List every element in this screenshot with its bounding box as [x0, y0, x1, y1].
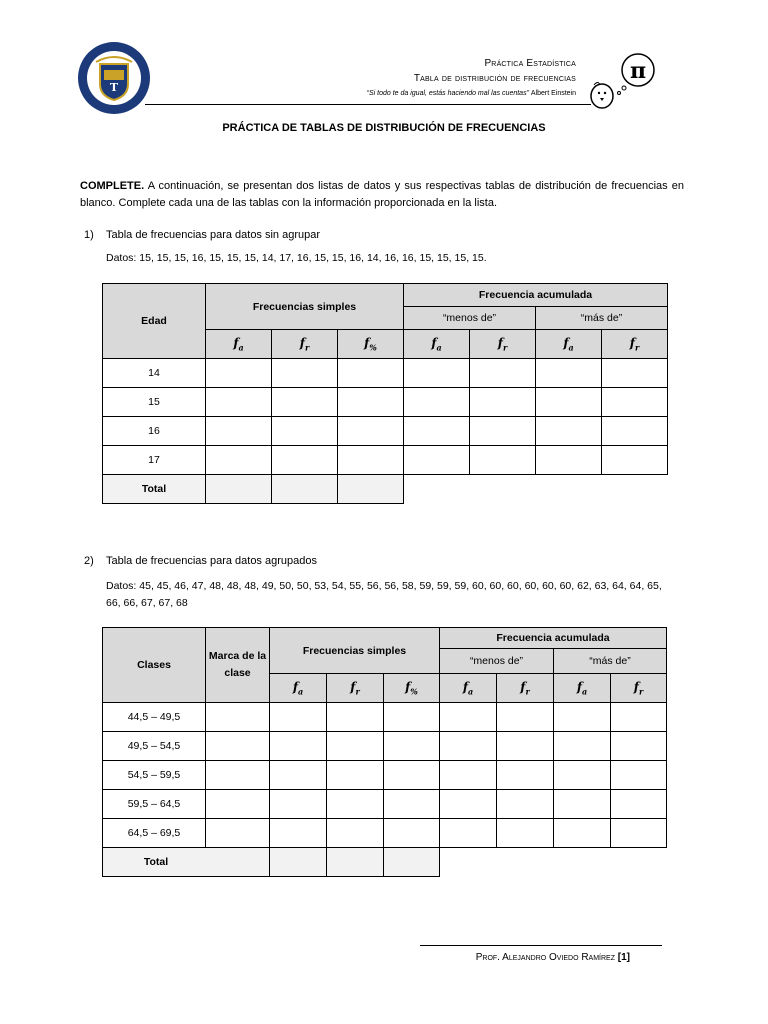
col-edad: Edad: [103, 284, 206, 359]
svg-text:π: π: [629, 58, 647, 84]
cell[interactable]: [611, 790, 667, 819]
table-row: [103, 761, 667, 790]
col-fr-menos: $f_r$: [497, 674, 554, 703]
cell[interactable]: [470, 388, 536, 417]
cell[interactable]: [384, 732, 440, 761]
col-menos-de: “menos de”: [440, 649, 554, 674]
cell[interactable]: [206, 388, 272, 417]
header-quote: [367, 90, 576, 97]
table-row: [103, 359, 668, 388]
col-frecuencias-simples: Frecuencias simples: [206, 284, 404, 330]
total-cell[interactable]: [206, 475, 272, 504]
table-row: [103, 446, 668, 475]
col-fa: $f_a$: [270, 674, 327, 703]
total-cell[interactable]: [270, 848, 327, 877]
cell[interactable]: [404, 388, 470, 417]
col-fpct: $f_{\%}$: [338, 330, 404, 359]
intro-lead: COMPLETE.: [80, 180, 145, 192]
col-fa: $f_a$: [206, 330, 272, 359]
cell[interactable]: [338, 359, 404, 388]
intro-paragraph: [80, 178, 684, 212]
cell[interactable]: [206, 446, 272, 475]
cell[interactable]: [206, 790, 270, 819]
footer-rule: [420, 945, 662, 946]
cell[interactable]: [536, 446, 602, 475]
total-row: [103, 475, 668, 504]
col-menos-de: “menos de”: [404, 307, 536, 330]
header-topic: Tabla de distribución de frecuencias: [413, 73, 576, 84]
footer-author-name: Prof. Alejandro Oviedo Ramírez: [475, 952, 615, 963]
total-row: [103, 848, 667, 877]
cell[interactable]: [470, 446, 536, 475]
cell[interactable]: [270, 732, 327, 761]
col-fr-menos: $f_r$: [470, 330, 536, 359]
col-frecuencias-simples: Frecuencias simples: [270, 628, 440, 674]
col-frecuencia-acumulada: Frecuencia acumulada: [440, 628, 667, 649]
cell[interactable]: [327, 819, 384, 848]
cell[interactable]: [384, 790, 440, 819]
total-cell[interactable]: [384, 848, 440, 877]
cell[interactable]: [206, 732, 270, 761]
cell[interactable]: [206, 359, 272, 388]
col-clases: Clases: [103, 628, 206, 703]
col-fr-mas: $f_r$: [611, 674, 667, 703]
cell[interactable]: [602, 388, 668, 417]
cell[interactable]: [440, 790, 497, 819]
cell[interactable]: [440, 761, 497, 790]
intro-text: A continuación, se presentan dos listas de datos y sus respectivas tablas de distribución de frecuencias en blanco. Complete cada una de las tablas con la información proporcionada en la lista.: [80, 180, 684, 209]
pi-chick-icon: [586, 52, 664, 112]
cell[interactable]: [338, 417, 404, 446]
row-label: 15: [103, 388, 206, 417]
cell[interactable]: [497, 732, 554, 761]
cell[interactable]: [611, 732, 667, 761]
cell[interactable]: [554, 819, 611, 848]
cell[interactable]: [611, 819, 667, 848]
total-cell[interactable]: [327, 848, 384, 877]
col-fpct: $f_{\%}$: [384, 674, 440, 703]
cell[interactable]: [327, 790, 384, 819]
section2-title: Tabla de frecuencias para datos agrupados: [106, 555, 317, 567]
col-frecuencia-acumulada: Frecuencia acumulada: [404, 284, 668, 307]
row-label: 64,5 – 69,5: [103, 819, 206, 848]
total-cell[interactable]: [338, 475, 404, 504]
table-row: [103, 703, 667, 732]
col-fa-mas: $f_a$: [554, 674, 611, 703]
cell[interactable]: [611, 703, 667, 732]
col-fr: $f_r$: [272, 330, 338, 359]
col-mas-de: “más de”: [554, 649, 667, 674]
cell[interactable]: [272, 388, 338, 417]
row-label: 54,5 – 59,5: [103, 761, 206, 790]
cell[interactable]: [470, 359, 536, 388]
col-marca-clase: Marca de la clase: [206, 628, 270, 703]
row-label: 16: [103, 417, 206, 446]
row-label: 17: [103, 446, 206, 475]
cell[interactable]: [497, 761, 554, 790]
row-label: 14: [103, 359, 206, 388]
quote-author: Albert Einstein: [530, 90, 576, 97]
cell[interactable]: [384, 703, 440, 732]
total-label: Total: [103, 848, 270, 877]
row-label: 49,5 – 54,5: [103, 732, 206, 761]
quote-text: “Si todo te da igual, estás haciendo mal las cuentas”: [366, 90, 529, 97]
total-label: Total: [103, 475, 206, 504]
cell[interactable]: [272, 417, 338, 446]
cell[interactable]: [497, 819, 554, 848]
cell[interactable]: [440, 732, 497, 761]
cell[interactable]: [536, 417, 602, 446]
cell[interactable]: [384, 761, 440, 790]
cell[interactable]: [536, 359, 602, 388]
section1-heading: [84, 229, 320, 241]
cell[interactable]: [327, 761, 384, 790]
svg-text:T: T: [109, 81, 119, 94]
table-row: [103, 732, 667, 761]
cell[interactable]: [338, 388, 404, 417]
cell[interactable]: [554, 761, 611, 790]
cell[interactable]: [384, 819, 440, 848]
row-label: 44,5 – 49,5: [103, 703, 206, 732]
section2-datos: Datos: 45, 45, 46, 47, 48, 48, 48, 49, 50, 50, 53, 54, 55, 56, 56, 58, 59, 59, 59, 60, 60, 60, 60, 60, 60, 62, 63, 64, 64, 65, 66, 66, 67, 67, 68: [106, 580, 662, 609]
table-row: [103, 819, 667, 848]
cell[interactable]: [602, 359, 668, 388]
footer-author: [476, 952, 630, 963]
cell[interactable]: [602, 417, 668, 446]
cell[interactable]: [554, 703, 611, 732]
cell[interactable]: [270, 761, 327, 790]
section2-number: 2): [84, 555, 94, 567]
cell[interactable]: [206, 819, 270, 848]
col-mas-de: “más de”: [536, 307, 668, 330]
section2-heading: [84, 555, 317, 567]
school-crest-icon: [76, 40, 152, 116]
cell[interactable]: [270, 819, 327, 848]
page-title: PRÁCTICA DE TABLAS DE DISTRIBUCIÓN DE FRECUENCIAS: [222, 122, 546, 134]
col-fr-mas: $f_r$: [602, 330, 668, 359]
table-row: [103, 417, 668, 446]
table-grouped: [102, 627, 667, 877]
col-fa-menos: $f_a$: [440, 674, 497, 703]
section1-datos: Datos: 15, 15, 15, 16, 15, 15, 15, 14, 17, 16, 15, 15, 16, 14, 16, 16, 15, 15, 15, 15.: [106, 252, 487, 264]
cell[interactable]: [404, 359, 470, 388]
cell[interactable]: [206, 703, 270, 732]
cell[interactable]: [327, 703, 384, 732]
cell[interactable]: [440, 703, 497, 732]
col-fa-menos: $f_a$: [404, 330, 470, 359]
cell[interactable]: [470, 417, 536, 446]
total-cell[interactable]: [272, 475, 338, 504]
table-row: [103, 388, 668, 417]
cell[interactable]: [270, 703, 327, 732]
cell[interactable]: [536, 388, 602, 417]
table-ungrouped: [102, 283, 668, 504]
col-fr: $f_r$: [327, 674, 384, 703]
cell[interactable]: [404, 417, 470, 446]
cell[interactable]: [206, 761, 270, 790]
section1-number: 1): [84, 229, 94, 241]
cell[interactable]: [327, 732, 384, 761]
row-label: 59,5 – 64,5: [103, 790, 206, 819]
header-subject: Práctica Estadística: [484, 58, 576, 69]
header-rule: [145, 104, 591, 105]
cell[interactable]: [611, 761, 667, 790]
cell[interactable]: [206, 417, 272, 446]
cell[interactable]: [440, 819, 497, 848]
col-fa-mas: $f_a$: [536, 330, 602, 359]
cell[interactable]: [272, 359, 338, 388]
cell[interactable]: [404, 446, 470, 475]
cell[interactable]: [554, 732, 611, 761]
cell[interactable]: [602, 446, 668, 475]
page-number: [1]: [617, 952, 630, 963]
section1-title: Tabla de frecuencias para datos sin agrupar: [106, 229, 321, 241]
cell[interactable]: [497, 703, 554, 732]
table-row: [103, 790, 667, 819]
cell[interactable]: [497, 790, 554, 819]
cell[interactable]: [338, 446, 404, 475]
cell[interactable]: [272, 446, 338, 475]
cell[interactable]: [270, 790, 327, 819]
cell[interactable]: [554, 790, 611, 819]
